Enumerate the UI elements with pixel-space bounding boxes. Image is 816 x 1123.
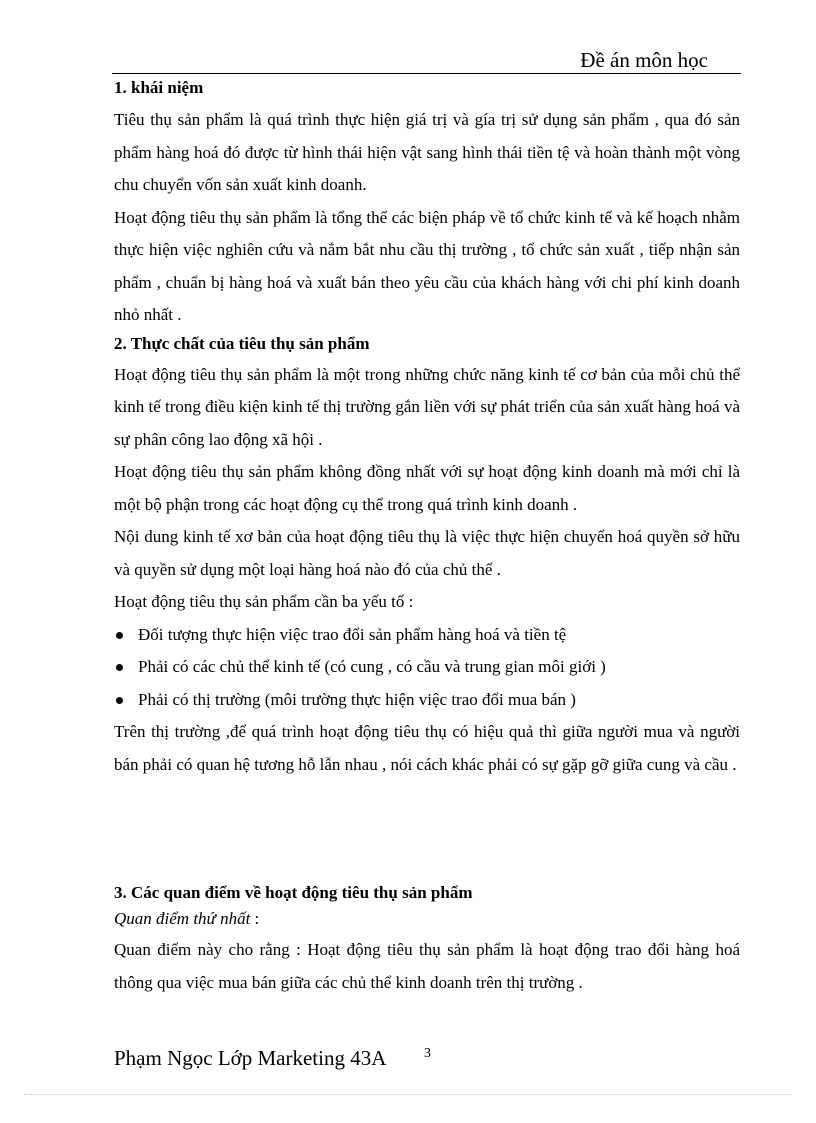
section-1-paragraph: Tiêu thụ sản phẩm là quá trình thực hiện giá trị và gía trị sử dụng sản phẩm , qua đó sản phẩm hàng hoá đó được từ hình thái hiện vật sang hình thái tiền tệ và hoàn thành một vòng chu chuyển vốn sản xuất kinh doanh. xyxy=(114,110,740,194)
bullet-icon xyxy=(116,697,123,704)
bullet-icon xyxy=(116,664,123,671)
section-2-heading: 2. Thực chất của tiêu thụ sản phẩm xyxy=(114,333,370,353)
viewpoint-label-text: Quan điểm thứ nhất xyxy=(114,909,251,928)
section-3-paragraph: Quan điểm này cho rằng : Hoạt động tiêu thụ sản phẩm là hoạt động trao đổi hàng hoá thông qua việc mua bán giữa các chủ thể kinh doanh trên thị trường . xyxy=(114,940,740,992)
section-2-closing-paragraph: Trên thị trường ,để quá trình hoạt động tiêu thụ có hiệu quả thì giữa người mua và người bán phải có quan hệ tương hỗ lẫn nhau , nói cách khác phải có sự gặp gỡ giữa cung và cầu . xyxy=(114,722,740,774)
footer-author: Phạm Ngọc Lớp Marketing 43A xyxy=(114,1046,387,1070)
page-bottom-rule xyxy=(24,1094,792,1095)
list-item-text: Đối tượng thực hiện việc trao đổi sản phẩm hàng hoá và tiền tệ xyxy=(138,624,567,644)
page-spacer xyxy=(114,781,740,881)
viewpoint-label xyxy=(114,904,740,934)
section-3-heading: 3. Các quan điểm về hoạt động tiêu thụ sản phẩm xyxy=(114,883,473,902)
list-item-text: Phải có thị trường (môi trường thực hiện việc trao đổi mua bán ) xyxy=(138,689,576,709)
bullet-icon xyxy=(116,632,123,639)
viewpoint-label-suffix: : xyxy=(250,909,260,928)
document-header-title: Đề án môn học xyxy=(580,48,708,72)
list-item-text: Phải có các chủ thể kinh tế (có cung , có cầu và trung gian môi giới ) xyxy=(138,657,606,676)
header-rule xyxy=(112,73,741,74)
document-body xyxy=(114,76,740,999)
section-2-paragraph: Nội dung kinh tế xơ bản của hoạt động tiêu thụ là việc thực hiện chuyển hoá quyền sở hữu và quyền sử dụng một loại hàng hoá nào đó của chủ thể . xyxy=(114,527,740,579)
page-number: 3 xyxy=(424,1046,431,1061)
list-item xyxy=(114,619,740,652)
section-1-paragraph: Hoạt động tiêu thụ sản phẩm là tổng thể các biện pháp về tổ chức kinh tế và kế hoạch nhằm thực hiện việc nghiên cứu và nắm bắt nhu cầu thị trường , tổ chức sản xuất , tiếp nhận sản phẩm , chuẩn bị hàng hoá và xuất bán theo yêu cầu của khách hàng với chi phí kinh doanh nhỏ nhất . xyxy=(114,207,740,324)
list-item xyxy=(114,684,740,717)
requirements-list xyxy=(114,619,740,717)
list-item xyxy=(114,651,740,684)
section-2-paragraph: Hoạt động tiêu thụ sản phẩm là một trong những chức năng kinh tế cơ bản của mỗi chủ thể kinh tế trong điều kiện kinh tế thị trường gắn liền với sự phát triển của sản xuất hàng hoá và sự phân công lao động xã hội . xyxy=(114,364,740,449)
section-2-paragraph: Hoạt động tiêu thụ sản phẩm không đồng nhất với sự hoạt động kinh doanh mà mới chỉ là một bộ phận trong các hoạt động cụ thể trong quá trình kinh doanh . xyxy=(114,462,740,514)
section-1-heading: 1. khái niệm xyxy=(114,78,204,97)
section-2-paragraph: Hoạt động tiêu thụ sản phẩm cần ba yếu tố : xyxy=(114,592,414,611)
